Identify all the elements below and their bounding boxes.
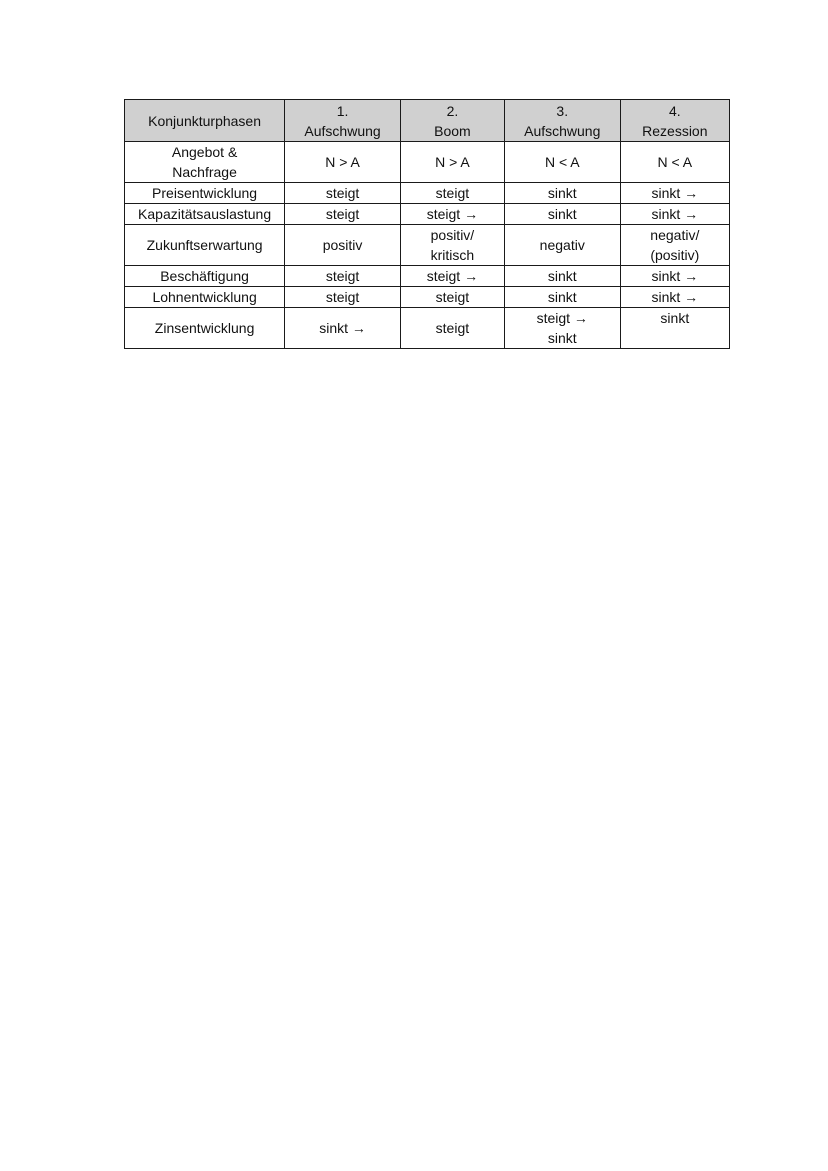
cell-line: steigt → [536, 310, 588, 326]
phase-number: 3. [556, 102, 569, 119]
cell-line: sinkt [547, 330, 577, 346]
cell-line: kritisch [430, 247, 475, 263]
table-cell: sinkt → [620, 266, 729, 287]
phase-number: 4. [668, 102, 681, 119]
table-row [125, 204, 730, 225]
table-cell [504, 308, 620, 349]
table-header-row [125, 100, 730, 142]
table-cell: steigt [400, 308, 504, 349]
phase-name: Boom [434, 122, 471, 139]
table-cell: sinkt → [285, 308, 401, 349]
table-cell: positiv [285, 225, 401, 266]
table-row [125, 142, 730, 183]
phase-name: Rezession [642, 122, 708, 139]
row-label [125, 142, 285, 183]
table-cell: N < A [620, 142, 729, 183]
table-cell: steigt [285, 266, 401, 287]
table-cell: sinkt [620, 308, 729, 349]
header-phase-4 [620, 100, 729, 142]
header-label-cell [125, 100, 285, 142]
table-cell: negativ [504, 225, 620, 266]
phase-name: Aufschwung [304, 122, 381, 139]
table-cell: sinkt → [620, 287, 729, 308]
business-cycle-table [124, 99, 730, 349]
table-cell: sinkt [504, 266, 620, 287]
table-cell: sinkt → [620, 204, 729, 225]
table-row [125, 287, 730, 308]
cell-line: (positiv) [650, 247, 700, 263]
header-phase-2 [400, 100, 504, 142]
table-cell: steigt [285, 287, 401, 308]
table-cell: steigt [400, 287, 504, 308]
row-label: Beschäftigung [125, 266, 285, 287]
table-row [125, 225, 730, 266]
row-label: Kapazitätsauslastung [125, 204, 285, 225]
row-label: Zinsentwicklung [125, 308, 285, 349]
table-cell: steigt [285, 204, 401, 225]
table-cell: N > A [400, 142, 504, 183]
table-cell: N > A [285, 142, 401, 183]
cell-line: positiv/ [430, 227, 475, 243]
table-row [125, 308, 730, 349]
cell-line: negativ/ [650, 227, 700, 243]
table-cell: N < A [504, 142, 620, 183]
table-row [125, 266, 730, 287]
table-cell: sinkt [504, 183, 620, 204]
row-label-line: Nachfrage [172, 164, 237, 180]
phase-number: 1. [336, 102, 349, 119]
row-label: Zukunftserwartung [125, 225, 285, 266]
row-label: Preisentwicklung [125, 183, 285, 204]
phase-name: Aufschwung [524, 122, 601, 139]
header-label: Konjunkturphasen [148, 112, 262, 129]
row-label-line: Angebot & [171, 144, 238, 160]
table-cell: sinkt → [620, 183, 729, 204]
table-cell [620, 225, 729, 266]
table-cell: sinkt [504, 287, 620, 308]
table-cell: sinkt [504, 204, 620, 225]
phase-number: 2. [446, 102, 459, 119]
table-cell: steigt → [400, 266, 504, 287]
table-cell: steigt [285, 183, 401, 204]
header-phase-3 [504, 100, 620, 142]
table-cell: steigt → [400, 204, 504, 225]
row-label: Lohnentwicklung [125, 287, 285, 308]
table-cell [400, 225, 504, 266]
table-row [125, 183, 730, 204]
header-phase-1 [285, 100, 401, 142]
table-cell: steigt [400, 183, 504, 204]
